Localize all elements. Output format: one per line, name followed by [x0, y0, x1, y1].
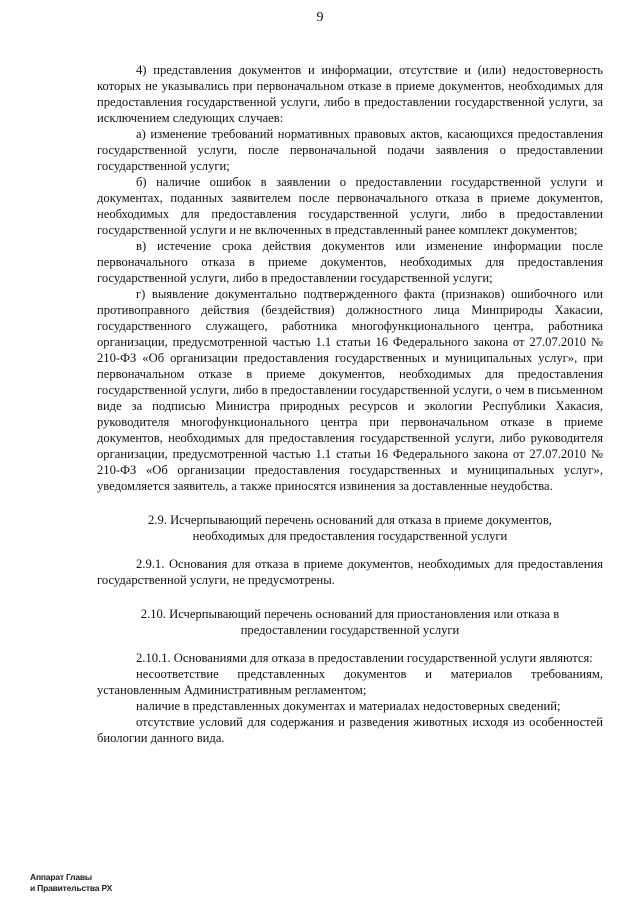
section-2-9-heading: 2.9. Исчерпывающий перечень оснований для отказа в приеме документов, необходимых для предоставления государственной услуги	[148, 513, 552, 543]
refusal-ground-3: отсутствие условий для содержания и разведения животных исходя из особенностей биологии данного вида.	[97, 715, 603, 745]
paragraph-item-4: 4) представления документов и информации, отсутствие и (или) недостоверность которых не указывались при первоначальном отказе в приеме документов, необходимых для предоставления государственной услуги, либо в предоставлении государственной услуги, за исключением следующих случаев:	[97, 63, 603, 125]
refusal-ground-2: наличие в представленных документах и материалах недостоверных сведений;	[136, 699, 561, 713]
refusal-ground-1: несоответствие представленных документов и материалов требованиям, установленным Административным регламентом;	[97, 667, 603, 697]
document-body	[97, 62, 603, 746]
section-2-9-1-text: 2.9.1. Основания для отказа в приеме документов, необходимых для предоставления государственной услуги, не предусмотрены.	[97, 557, 603, 587]
section-2-10-1-text: 2.10.1. Основаниями для отказа в предоставлении государственной услуги являются:	[136, 651, 593, 665]
paragraph-item-v: в) истечение срока действия документов или изменение информации после первоначального отказа в приеме документов, необходимых для предоставления государственной услуги, либо в предоставлении государственной услуги;	[97, 239, 603, 285]
paragraph-item-g: г) выявление документально подтвержденного факта (признаков) ошибочного или противоправного действия (бездействия) должностного лица Минприроды Хакасии, государственного служащего, работника многофункционального центра, работника организации, предусмотренной частью 1.1 статьи 16 Федерального закона от 27.07.2010 № 210-ФЗ «Об организации предоставления государственных и муниципальных услуг», при первоначальном отказе в приеме документов, необходимых для предоставления государственной услуги, либо в предоставлении государственной услуги, о чем в письменном виде за подписью Министра природных ресурсов и экологии Республики Хакасия, руководителя многофункционального центра при первоначальном отказе в приеме документов, необходимых для предоставления государственной услуги, либо руководителя организации, предусмотренной частью 1.1 статьи 16 Федерального закона от 27.07.2010 № 210-ФЗ «Об организации предоставления государственных и муниципальных услуг», уведомляется заявитель, а также приносятся извинения за доставленные неудобства.	[97, 287, 603, 493]
paragraph-item-b: б) наличие ошибок в заявлении о предоставлении государственной услуги и документах, поданных заявителем после первоначального отказа в приеме документов, необходимых для предоставления государственной услуги, либо в предоставлении государственной услуги и не включенных в представленный ранее комплект документов;	[97, 175, 603, 237]
paragraph-item-a: а) изменение требований нормативных правовых актов, касающихся предоставления государственной услуги, после первоначальной подачи заявления о предоставлении государственной услуги;	[97, 127, 603, 173]
office-stamp	[30, 872, 112, 894]
section-2-10-heading: 2.10. Исчерпывающий перечень оснований для приостановления или отказа в предоставлении государственной услуги	[140, 607, 560, 637]
page-number: 9	[316, 10, 324, 25]
office-stamp-line-1: Аппарат Главы	[30, 872, 92, 882]
office-stamp-line-2: и Правительства РХ	[30, 883, 113, 893]
